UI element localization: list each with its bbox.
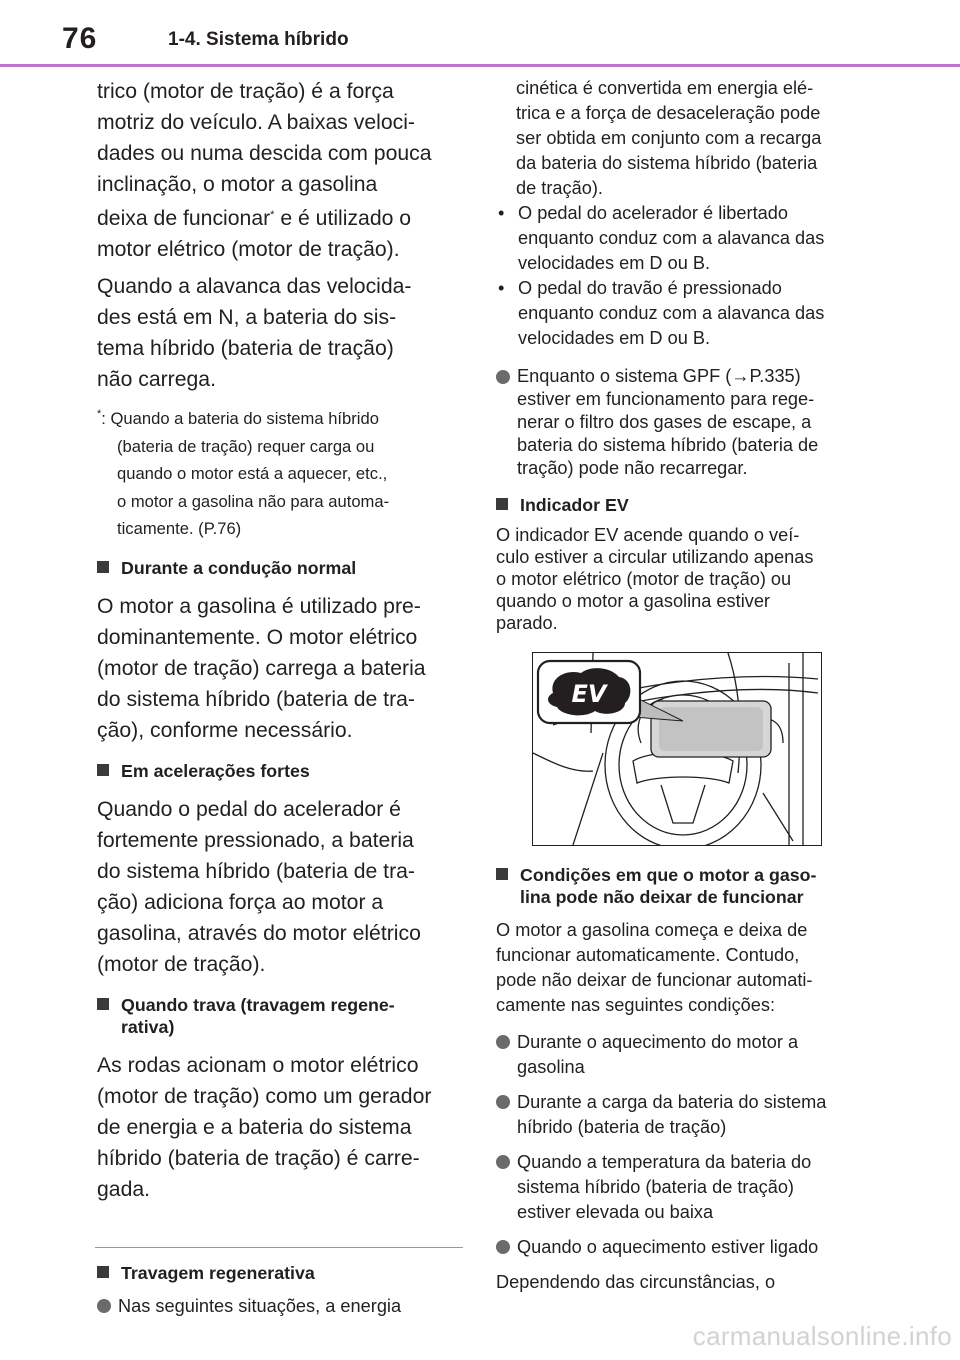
watermark: carmanualsonline.info bbox=[692, 1321, 952, 1351]
list-item-gpf: Enquanto o sistema GPF (→P.335) estiver em funcionamento para rege- nerar o filtro dos gases de escape, a bateria do sistema híbrido (bateria de tração) pode não recarregar. bbox=[496, 365, 866, 480]
paragraph-electric-motor: trico (motor de tração) é a força motriz do veículo. A baixas veloci- dades ou numa descida com pouca inclinação, o motor a gasolina deixa de funcionar* e é utilizado o motor elétrico (motor de tração). bbox=[97, 80, 432, 261]
round-bullet-icon bbox=[496, 1240, 510, 1254]
list-item: Durante a carga da bateria do sistema híbrido (bateria de tração) bbox=[496, 1090, 866, 1140]
footnote-ref: * bbox=[270, 209, 275, 221]
ev-indicator-figure bbox=[532, 652, 822, 846]
left-column bbox=[97, 76, 467, 1329]
ev-indicator-icon: EV bbox=[571, 680, 607, 708]
right-column bbox=[496, 76, 866, 1295]
header-rule bbox=[0, 64, 960, 67]
square-bullet-icon bbox=[97, 764, 109, 776]
paragraph-neutral: Quando a alavanca das velocida- des está em N, a bateria do sis- tema híbrido (bateria de tração) não carrega. bbox=[97, 275, 412, 391]
paragraph-circumstances: Dependendo das circunstâncias, o bbox=[496, 1272, 776, 1292]
square-bullet-icon bbox=[97, 998, 109, 1010]
list-item: • O pedal do travão é pressionado enquanto conduz com a alavanca das velocidades em D ou B. bbox=[498, 278, 825, 348]
round-bullet-icon bbox=[97, 1299, 111, 1313]
paragraph-regen-continued: cinética é convertida em energia elé- trica e a força de desaceleração pode ser obtida em conjunto com a recarga da bateria do sistema híbrido (bateria de tração). bbox=[516, 78, 822, 198]
section-title: 1-4. Sistema híbrido bbox=[168, 29, 349, 50]
round-bullet-icon bbox=[496, 1095, 510, 1109]
list-item: Nas seguintes situações, a energia bbox=[97, 1294, 467, 1319]
list-item: Durante o aquecimento do motor a gasolina bbox=[496, 1030, 866, 1080]
page-number: 76 bbox=[62, 22, 98, 55]
round-bullet-icon bbox=[496, 1155, 510, 1169]
paragraph-ev-indicator: O indicador EV acende quando o veí- culo estiver a circular utilizando apenas o motor elétrico (motor de tração) ou quando o motor a gasolina estiver parado. bbox=[496, 525, 814, 633]
paragraph-strong-acceleration: Quando o pedal do acelerador é fortemente pressionado, a bateria do sistema híbrido (bateria de tra- ção) adiciona força ao motor a gasolina, através do motor elétrico (motor de tração). bbox=[97, 797, 421, 976]
list-item: Quando a temperatura da bateria do sistema híbrido (bateria de tração) estiver elevada ou baixa bbox=[496, 1150, 866, 1225]
paragraph-normal-driving: O motor a gasolina é utilizado pre- dominantemente. O motor elétrico (motor de tração) carrega a bateria do sistema híbrido (bateria de tra- ção), conforme necessário. bbox=[97, 594, 426, 742]
list-item: Quando o aquecimento estiver ligado bbox=[496, 1235, 866, 1260]
round-bullet-icon bbox=[496, 1035, 510, 1049]
heading-engine-conditions: Condições em que o motor a gaso- lina pode não deixar de funcionar bbox=[496, 864, 866, 908]
list-item: • O pedal do acelerador é libertado enquanto conduz com a alavanca das velocidades em D ou B. bbox=[498, 203, 825, 273]
paragraph-regen-braking: As rodas acionam o motor elétrico (motor de tração) como um gerador de energia e a bateria do sistema híbrido (bateria de tração) é carre- gada. bbox=[97, 1053, 432, 1201]
heading-normal-driving: Durante a condução normal bbox=[97, 557, 467, 579]
heading-ev-indicator: Indicador EV bbox=[496, 494, 866, 516]
heading-regen-braking: Quando trava (travagem regene- rativa) bbox=[97, 994, 467, 1038]
paragraph-engine-conditions: O motor a gasolina começa e deixa de funcionar automaticamente. Contudo, pode não deixar de funcionar automati- camente nas seguintes condições: bbox=[496, 920, 813, 1015]
square-bullet-icon bbox=[97, 1266, 109, 1278]
dashboard-illustration bbox=[533, 653, 821, 845]
heading-strong-acceleration: Em acelerações fortes bbox=[97, 760, 467, 782]
square-bullet-icon bbox=[496, 868, 508, 880]
square-bullet-icon bbox=[496, 498, 508, 510]
round-bullet-icon bbox=[496, 370, 510, 384]
square-bullet-icon bbox=[97, 561, 109, 573]
footnote: *: Quando a bateria do sistema híbrido (bateria de tração) requer carga ou quando o motor está a aquecer, etc., o motor a gasolina não para automa- ticamente. (P.76) bbox=[97, 408, 390, 538]
heading-regenerative-braking-note: Travagem regenerativa bbox=[97, 1262, 467, 1284]
section-divider bbox=[95, 1247, 463, 1248]
